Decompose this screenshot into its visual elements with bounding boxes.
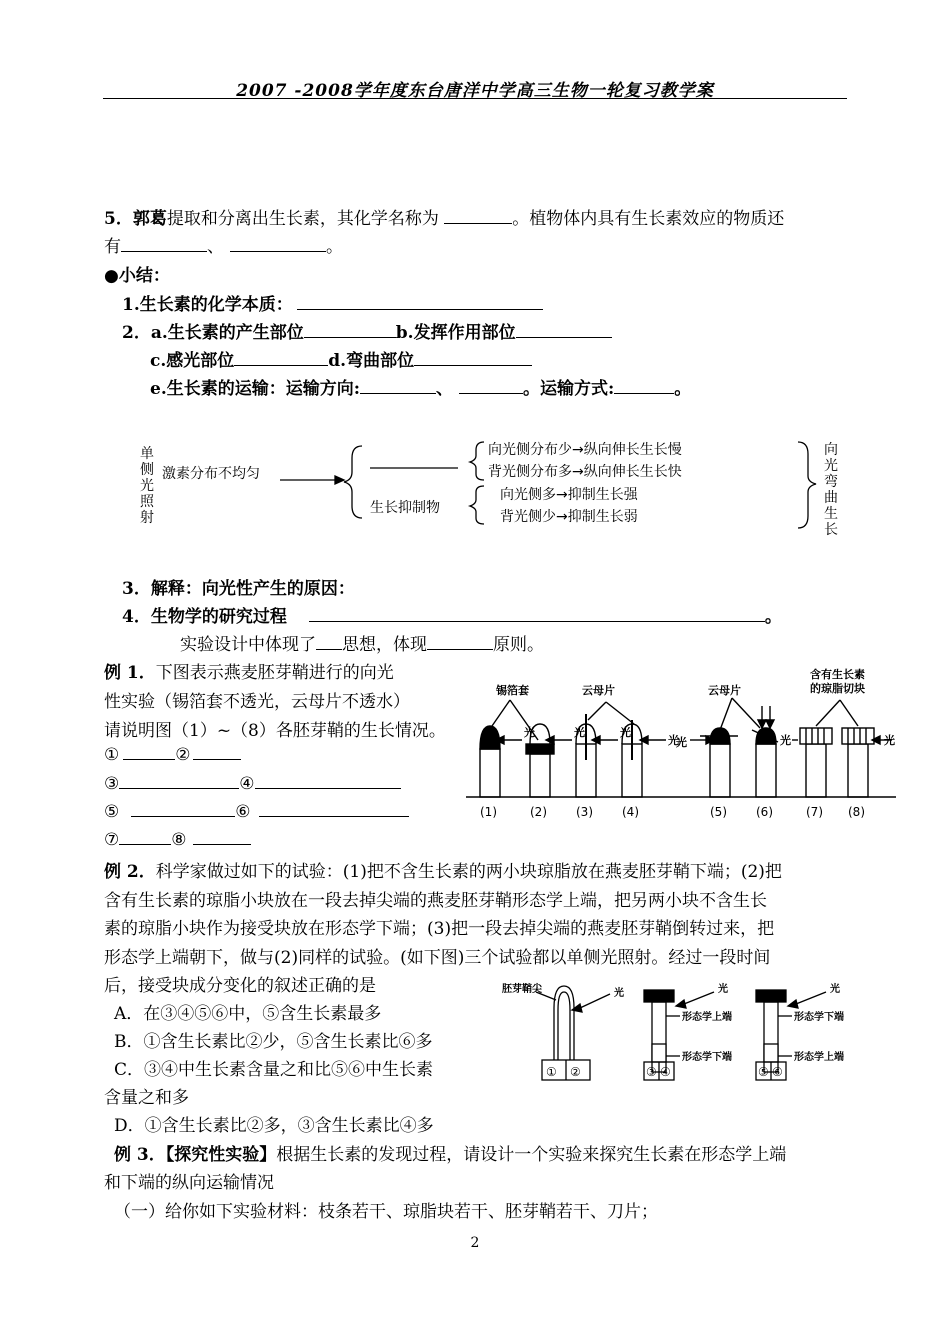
q4-blank	[309, 606, 765, 622]
fig1-num-6: (6)	[756, 805, 773, 819]
ex1-blank6	[259, 801, 409, 817]
fig1-num-5: (5)	[710, 805, 727, 819]
summary-item2e-blank2	[459, 378, 523, 394]
ex1-m7: ⑦	[104, 830, 120, 850]
fig1-num-1: (1)	[480, 805, 497, 819]
ex2-line5: 后，接受块成分变化的叙述正确的是	[104, 976, 376, 996]
ex1-m6: ⑥	[235, 802, 251, 822]
fig1-light-5: 光	[676, 736, 687, 749]
ex1-answers-12	[104, 744, 241, 765]
diagram-right-c1: 向	[824, 442, 838, 458]
fig2-upper-a: 形态学上端	[682, 1012, 732, 1023]
ex2-option-d: D．①含生长素比②多，③含生长素比④多	[114, 1116, 434, 1136]
fig2-n6: ⑥	[772, 1065, 783, 1079]
q5-blank1	[444, 208, 512, 224]
summary-item2e-blank1	[360, 378, 436, 394]
ex1-blank4	[255, 773, 401, 789]
fig2-n2: ②	[570, 1065, 581, 1079]
fig1-foil-label: 锡箔套	[496, 684, 529, 697]
summary-item1	[122, 290, 543, 315]
q5-text1: 提取和分离出生长素，其化学名称为	[166, 209, 439, 229]
page-number: 2	[470, 1235, 480, 1251]
ex1-line1	[104, 658, 394, 683]
q5-text1-end: 。植物体内具有生长素效应的物质还	[512, 209, 785, 229]
ex1-answers-78	[104, 829, 251, 850]
fig1-agar2-label: 的琼脂切块	[810, 682, 865, 695]
summary-item2e-end: 。	[674, 379, 692, 399]
ex2-experiment-figure	[500, 978, 870, 1086]
diagram-inhibitor: 生长抑制物	[370, 500, 440, 516]
ex2-line1	[104, 857, 782, 882]
ex2-line3: 素的琼脂小块作为接受块放在形态学下端；(3)把一段去掉尖端的燕麦胚芽鞘倒转过来，把	[104, 919, 775, 939]
fig2-n4: ④	[660, 1065, 671, 1079]
diagram-left-label-c4: 照	[140, 494, 154, 510]
ex3-label: 例 3．	[114, 1145, 166, 1165]
diagram-left-label-c3: 光	[140, 478, 154, 494]
summary-item2a-blank	[304, 322, 396, 338]
diagram-row3: 向光侧多→抑制生长强	[500, 487, 638, 503]
ex3-line2: 和下端的纵向运输情况	[104, 1173, 274, 1193]
ex1-text1: 下图表示燕麦胚芽鞘进行的向光	[155, 663, 394, 683]
ex2-line4: 形态学上端朝下，做与(2)同样的试验。(如下图)三个试验都以单侧光照射。经过一段时间	[104, 948, 771, 968]
fig2-light-2: 光	[718, 984, 728, 995]
fig1-light-2: 光	[574, 726, 585, 739]
diagram-right-c4: 曲	[824, 490, 838, 506]
diagram-left-label-c5: 射	[140, 510, 154, 526]
phototropism-flow-diagram	[130, 432, 850, 537]
ex1-coleoptile-figure	[460, 664, 900, 826]
ex3-line1	[114, 1140, 786, 1165]
fig2-n3: ③	[646, 1065, 657, 1079]
fig2-tip-label: 胚芽鞘尖	[502, 984, 542, 995]
ex1-line3: 请说明图（1）~（8）各胚芽鞘的生长情况。	[104, 721, 446, 741]
ex2-line2: 含有生长素的琼脂小块放在一段去掉尖端的燕麦胚芽鞘形态学上端，把另两小块不含生长	[104, 891, 767, 911]
ex1-blank8	[193, 829, 251, 845]
ex2-text1: 科学家做过如下的试验：(1)把不含生长素的两小块琼脂放在燕麦胚芽鞘下端；(2)把	[155, 862, 782, 882]
header-rule	[103, 98, 847, 99]
diagram-right-c5: 生	[824, 506, 838, 522]
q5-end: 。	[326, 237, 343, 257]
diagram-left-label-c1: 单	[140, 446, 154, 462]
fig2-light-3: 光	[830, 984, 840, 995]
summary-item2cd	[150, 346, 532, 371]
summary-item1-text: 1.生长素的化学本质：	[122, 295, 293, 315]
summary-title: ●小结：	[104, 266, 170, 286]
ex1-answers-34	[104, 773, 401, 794]
diagram-row2: 背光侧分布多→纵向伸长生长快	[488, 464, 682, 480]
ex1-m4: ④	[239, 774, 255, 794]
q5-line1	[104, 204, 784, 229]
summary-item2b-blank	[516, 322, 612, 338]
diagram-right-c3: 弯	[824, 474, 838, 490]
ex1-blank5	[131, 801, 235, 817]
q4-end: 。	[764, 607, 782, 627]
design-b: 思想，体现	[342, 635, 427, 655]
diagram-row4: 背光侧少→抑制生长弱	[500, 509, 638, 525]
q5-sep: 、	[207, 237, 224, 257]
summary-item1-blank	[297, 294, 543, 310]
summary-item2e-mid: 。运输方式:	[523, 379, 615, 399]
ex1-m5: ⑤	[104, 802, 120, 822]
ex1-m1: ①	[104, 745, 120, 765]
summary-item2b: b.发挥作用部位	[395, 323, 516, 343]
q3-text: 3．解释：向光性产生的原因：	[122, 579, 355, 599]
summary-item2e-text: e.生长素的运输：运输方向:	[150, 379, 361, 399]
design-c: 原则。	[493, 635, 544, 655]
fig2-lower-a: 形态学下端	[682, 1052, 732, 1063]
ex1-blank1	[123, 744, 175, 760]
ex1-blank2	[193, 744, 241, 760]
ex2-option-c2: 含量之和多	[104, 1088, 189, 1108]
ex3-line3: （一）给你如下实验材料：枝条若干、琼脂块若干、胚芽鞘若干、刀片；	[114, 1202, 658, 1222]
summary-item2d-blank	[414, 350, 532, 366]
ex2-option-c1: C．③④中生长素含量之和比⑤⑥中生长素	[114, 1060, 434, 1080]
ex1-answers-56	[104, 801, 409, 822]
diagram-left-label-c2: 侧	[140, 462, 154, 478]
ex1-label: 例 1．	[104, 663, 156, 683]
ex2-option-b: B．①含生长素比②少，⑤含生长素比⑥多	[114, 1032, 433, 1052]
fig2-light-1: 光	[614, 988, 624, 999]
q5-num: 5．	[104, 209, 133, 229]
summary-item2c-blank	[234, 350, 328, 366]
fig1-light-3: 光	[620, 726, 631, 739]
design-a: 实验设计中体现了	[180, 635, 316, 655]
fig2-n1: ①	[546, 1065, 557, 1079]
q4-line	[122, 602, 782, 627]
fig1-mica2-label: 云母片	[708, 684, 741, 697]
summary-item2	[122, 318, 612, 343]
fig1-agar-label: 含有生长素	[810, 668, 865, 681]
summary-item2e-blank3	[614, 378, 674, 394]
summary-item2a: a.生长素的产生部位	[150, 323, 304, 343]
ex2-label: 例 2．	[104, 862, 156, 882]
fig1-num-4: (4)	[622, 805, 639, 819]
diagram-middle-text: 激素分布不均匀	[162, 466, 260, 482]
ex3-tag: 【探究性实验】	[165, 1145, 277, 1165]
design-blank2	[427, 634, 493, 650]
fig2-upper-b: 形态学上端	[794, 1052, 844, 1063]
design-line	[180, 630, 544, 655]
q4-text: 4．生物学的研究过程	[122, 607, 287, 627]
ex1-line2: 性实验（锡箔套不透光，云母片不透水）	[104, 692, 410, 712]
ex1-blank7	[119, 829, 171, 845]
summary-item2-num: 2．	[122, 323, 151, 343]
ex1-m2: ②	[175, 745, 191, 765]
header-title: 2007 -2008学年度东台唐洋中学高三生物一轮复习教学案	[236, 81, 714, 101]
summary-item2c: c.感光部位	[150, 351, 235, 371]
fig1-num-3: (3)	[576, 805, 593, 819]
diagram-right-c2: 光	[824, 458, 838, 474]
q5-blank3	[230, 236, 326, 252]
fig1-num-2: (2)	[530, 805, 547, 819]
fig1-num-7: (7)	[806, 805, 823, 819]
q5-blank2	[121, 236, 207, 252]
design-blank1	[316, 634, 342, 650]
fig2-lower-b: 形态学下端	[794, 1012, 844, 1023]
ex1-blank3	[119, 773, 239, 789]
summary-item2e-sep: 、	[436, 379, 454, 399]
ex1-m3: ③	[104, 774, 120, 794]
fig1-light-8: 光	[884, 734, 895, 747]
q5-line2	[104, 232, 343, 257]
q5-name: 郭葛	[132, 209, 167, 229]
diagram-row1: 向光侧分布少→纵向伸长生长慢	[488, 442, 682, 458]
summary-item2d: d.弯曲部位	[328, 351, 415, 371]
q5-line2-start: 有	[104, 237, 121, 257]
ex2-option-a: A．在③④⑤⑥中，⑤含生长素最多	[114, 1004, 382, 1024]
fig1-light-1: 光	[524, 726, 535, 739]
fig2-n5: ⑤	[758, 1065, 769, 1079]
summary-item2e	[150, 374, 691, 399]
fig1-light-4: 光	[668, 734, 679, 747]
diagram-right-c6: 长	[824, 522, 838, 537]
fig1-num-8: (8)	[848, 805, 865, 819]
fig1-mica-label: 云母片	[582, 684, 615, 697]
ex3-text1: 根据生长素的发现过程，请设计一个实验来探究生长素在形态学上端	[276, 1145, 787, 1165]
fig1-light-6: 光	[780, 734, 791, 747]
ex1-m8: ⑧	[171, 830, 187, 850]
